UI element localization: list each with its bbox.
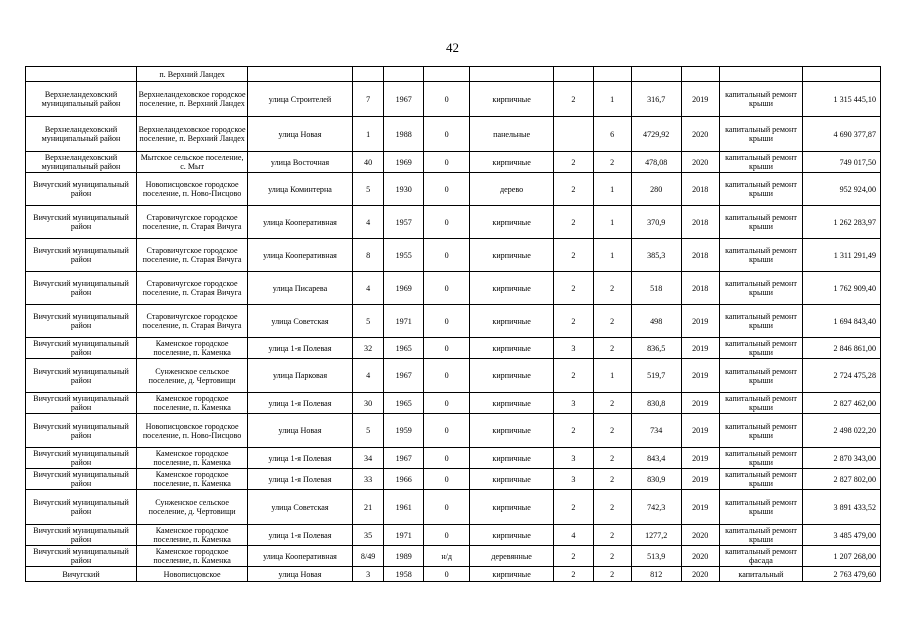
cell-house: 33 [352,469,383,490]
cell-year: 1989 [384,546,424,567]
cell-walls [470,67,554,82]
cell-district: Верхнеландеховский муниципальный район [26,82,137,117]
cell-plan-year: 2020 [681,567,719,582]
cell-entrances [554,67,594,82]
housing-repair-table [25,66,881,582]
cell-year: 1955 [384,239,424,272]
cell-area: 519,7 [631,359,681,393]
cell-settlement: Сунженское сельское поселение, д. Чертовищи [137,490,248,525]
cell-house: 40 [352,152,383,173]
cell-lifts: 1 [593,359,631,393]
cell-house: 1 [352,117,383,152]
cell-street: улица Писарева [248,272,353,305]
table-row [26,414,881,448]
cell-district: Верхнеландеховский муниципальный район [26,152,137,173]
cell-plan-year: 2020 [681,546,719,567]
table-row [26,67,881,82]
cell-floors: 0 [424,525,470,546]
cell-plan-year: 2019 [681,305,719,338]
cell-street: улица Строителей [248,82,353,117]
cell-year: 1967 [384,448,424,469]
cell-street: улица 1-я Полевая [248,448,353,469]
cell-lifts: 1 [593,173,631,206]
cell-area: 836,5 [631,338,681,359]
cell-lifts: 2 [593,546,631,567]
cell-district: Верхнеландеховский муниципальный район [26,117,137,152]
cell-district: Вичугский муниципальный район [26,448,137,469]
cell-district: Вичугский муниципальный район [26,359,137,393]
cell-cost: 1 311 291,49 [803,239,881,272]
cell-house: 21 [352,490,383,525]
cell-area: 370,9 [631,206,681,239]
cell-year: 1965 [384,393,424,414]
cell-work: капитальный ремонт крыши [719,359,803,393]
cell-lifts: 2 [593,272,631,305]
cell-walls: кирпичные [470,448,554,469]
table-row [26,359,881,393]
cell-entrances: 2 [554,239,594,272]
cell-house: 4 [352,359,383,393]
cell-cost: 2 498 022,20 [803,414,881,448]
cell-lifts: 2 [593,525,631,546]
cell-settlement: Старовичугское городское поселение, п. Старая Вичуга [137,272,248,305]
cell-work: капитальный ремонт крыши [719,338,803,359]
cell-walls: панельные [470,117,554,152]
cell-area: 513,9 [631,546,681,567]
cell-year: 1930 [384,173,424,206]
cell-house: 5 [352,305,383,338]
cell-entrances: 2 [554,546,594,567]
cell-lifts: 2 [593,393,631,414]
cell-year: 1988 [384,117,424,152]
cell-lifts: 2 [593,152,631,173]
cell-house: 8/49 [352,546,383,567]
cell-entrances: 2 [554,305,594,338]
cell-lifts: 1 [593,206,631,239]
cell-street: улица 1-я Полевая [248,469,353,490]
cell-work: капитальный ремонт крыши [719,117,803,152]
cell-entrances: 2 [554,272,594,305]
cell-year: 1965 [384,338,424,359]
cell-entrances: 2 [554,206,594,239]
cell-street: улица Кооперативная [248,546,353,567]
cell-street: улица Новая [248,117,353,152]
table-row [26,239,881,272]
cell-work: капитальный ремонт крыши [719,448,803,469]
cell-entrances: 4 [554,525,594,546]
cell-year: 1971 [384,525,424,546]
cell-lifts: 1 [593,239,631,272]
cell-walls: кирпичные [470,359,554,393]
cell-district: Вичугский муниципальный район [26,305,137,338]
cell-area: 478,08 [631,152,681,173]
cell-work: капитальный ремонт крыши [719,206,803,239]
cell-floors: 0 [424,469,470,490]
cell-year: 1958 [384,567,424,582]
cell-house: 34 [352,448,383,469]
cell-work: капитальный ремонт крыши [719,305,803,338]
cell-floors: 0 [424,393,470,414]
cell-area: 830,8 [631,393,681,414]
cell-house: 30 [352,393,383,414]
cell-house: 8 [352,239,383,272]
cell-entrances [554,117,594,152]
cell-settlement: Верхнеландеховское городское поселение, п. Верхний Ландех [137,82,248,117]
table-row [26,152,881,173]
cell-area [631,67,681,82]
cell-house: 5 [352,414,383,448]
table-row [26,567,881,582]
cell-plan-year: 2020 [681,525,719,546]
cell-year: 1966 [384,469,424,490]
cell-floors: 0 [424,272,470,305]
cell-work: капитальный [719,567,803,582]
cell-entrances: 3 [554,448,594,469]
cell-lifts [593,67,631,82]
cell-work: капитальный ремонт фасада [719,546,803,567]
page-number: 42 [446,40,459,55]
cell-settlement: Старовичугское городское поселение, п. Старая Вичуга [137,206,248,239]
cell-cost [803,67,881,82]
cell-year: 1961 [384,490,424,525]
table-row [26,546,881,567]
cell-work: капитальный ремонт крыши [719,414,803,448]
cell-walls: кирпичные [470,525,554,546]
cell-work: капитальный ремонт крыши [719,173,803,206]
cell-floors: 0 [424,490,470,525]
cell-area: 385,3 [631,239,681,272]
cell-cost: 749 017,50 [803,152,881,173]
cell-district: Вичугский муниципальный район [26,239,137,272]
cell-cost: 1 762 909,40 [803,272,881,305]
table-row [26,117,881,152]
cell-lifts: 2 [593,305,631,338]
cell-entrances: 3 [554,393,594,414]
cell-street: улица Восточная [248,152,353,173]
cell-floors: 0 [424,305,470,338]
cell-plan-year [681,67,719,82]
cell-street: улица Новая [248,567,353,582]
cell-plan-year: 2018 [681,272,719,305]
cell-cost: 2 763 479,60 [803,567,881,582]
table-row [26,305,881,338]
cell-house: 4 [352,272,383,305]
cell-district: Вичугский муниципальный район [26,206,137,239]
cell-walls: кирпичные [470,414,554,448]
cell-lifts: 2 [593,338,631,359]
cell-house: 3 [352,567,383,582]
cell-entrances: 2 [554,490,594,525]
cell-plan-year: 2020 [681,117,719,152]
cell-year [384,67,424,82]
cell-street: улица 1-я Полевая [248,338,353,359]
cell-plan-year: 2019 [681,393,719,414]
cell-settlement: Старовичугское городское поселение, п. Старая Вичуга [137,305,248,338]
cell-work: капитальный ремонт крыши [719,525,803,546]
cell-area: 843,4 [631,448,681,469]
cell-work: капитальный ремонт крыши [719,272,803,305]
cell-area: 734 [631,414,681,448]
cell-area: 812 [631,567,681,582]
table-row [26,490,881,525]
cell-walls: кирпичные [470,305,554,338]
cell-area: 830,9 [631,469,681,490]
cell-work: капитальный ремонт крыши [719,469,803,490]
cell-plan-year: 2018 [681,173,719,206]
cell-district: Вичугский муниципальный район [26,173,137,206]
cell-street: улица Кооперативная [248,206,353,239]
cell-district: Вичугский [26,567,137,582]
cell-settlement: Каменское городское поселение, п. Каменка [137,546,248,567]
cell-plan-year: 2019 [681,82,719,117]
cell-work: капитальный ремонт крыши [719,152,803,173]
cell-plan-year: 2019 [681,448,719,469]
cell-floors: 0 [424,448,470,469]
cell-cost: 1 262 283,97 [803,206,881,239]
cell-area: 742,3 [631,490,681,525]
cell-street: улица 1-я Полевая [248,393,353,414]
cell-settlement: Новописцовское городское поселение, п. Ново-Писцово [137,414,248,448]
cell-walls: кирпичные [470,272,554,305]
cell-entrances: 3 [554,469,594,490]
cell-cost: 2 827 462,00 [803,393,881,414]
table-body [26,67,881,582]
cell-year: 1967 [384,359,424,393]
cell-floors: 0 [424,338,470,359]
cell-lifts: 1 [593,82,631,117]
cell-plan-year: 2019 [681,414,719,448]
cell-walls: дерево [470,173,554,206]
cell-house: 5 [352,173,383,206]
cell-lifts: 2 [593,567,631,582]
table-row [26,469,881,490]
cell-floors: 0 [424,359,470,393]
table-row [26,448,881,469]
cell-work: капитальный ремонт крыши [719,393,803,414]
cell-walls: кирпичные [470,393,554,414]
cell-settlement: Каменское городское поселение, п. Каменка [137,448,248,469]
cell-lifts: 2 [593,448,631,469]
cell-district: Вичугский муниципальный район [26,393,137,414]
cell-cost: 2 846 861,00 [803,338,881,359]
cell-house [352,67,383,82]
cell-entrances: 2 [554,173,594,206]
cell-year: 1957 [384,206,424,239]
cell-work: капитальный ремонт крыши [719,239,803,272]
cell-cost: 1 207 268,00 [803,546,881,567]
cell-year: 1969 [384,152,424,173]
cell-entrances: 2 [554,359,594,393]
cell-settlement: Сунженское сельское поселение, д. Чертовищи [137,359,248,393]
cell-cost: 2 724 475,28 [803,359,881,393]
cell-floors: 0 [424,239,470,272]
table-row [26,393,881,414]
cell-area: 280 [631,173,681,206]
cell-entrances: 2 [554,414,594,448]
cell-area: 316,7 [631,82,681,117]
cell-street: улица Парковая [248,359,353,393]
cell-floors: 0 [424,152,470,173]
cell-district: Вичугский муниципальный район [26,414,137,448]
cell-settlement: Каменское городское поселение, п. Каменка [137,393,248,414]
cell-floors: 0 [424,82,470,117]
cell-district: Вичугский муниципальный район [26,272,137,305]
cell-settlement: Мытское сельское поселение, с. Мыт [137,152,248,173]
cell-walls: кирпичные [470,338,554,359]
table-row [26,272,881,305]
cell-house: 4 [352,206,383,239]
table-row [26,525,881,546]
cell-settlement: Новописцовское [137,567,248,582]
cell-year: 1971 [384,305,424,338]
cell-lifts: 2 [593,490,631,525]
cell-floors: 0 [424,206,470,239]
cell-area: 4729,92 [631,117,681,152]
cell-work [719,67,803,82]
cell-district [26,67,137,82]
cell-walls: деревянные [470,546,554,567]
cell-street: улица Новая [248,414,353,448]
cell-year: 1969 [384,272,424,305]
cell-lifts: 2 [593,469,631,490]
cell-work: капитальный ремонт крыши [719,490,803,525]
cell-house: 32 [352,338,383,359]
cell-walls: кирпичные [470,206,554,239]
cell-cost: 952 924,00 [803,173,881,206]
cell-cost: 2 827 802,00 [803,469,881,490]
cell-district: Вичугский муниципальный район [26,525,137,546]
cell-walls: кирпичные [470,152,554,173]
cell-plan-year: 2019 [681,359,719,393]
cell-entrances: 2 [554,152,594,173]
cell-district: Вичугский муниципальный район [26,469,137,490]
cell-floors [424,67,470,82]
cell-street: улица 1-я Полевая [248,525,353,546]
cell-cost: 3 485 479,00 [803,525,881,546]
cell-work: капитальный ремонт крыши [719,82,803,117]
cell-house: 7 [352,82,383,117]
cell-settlement: Каменское городское поселение, п. Каменка [137,338,248,359]
cell-settlement: Верхнеландеховское городское поселение, п. Верхний Ландех [137,117,248,152]
cell-cost: 2 870 343,00 [803,448,881,469]
cell-area: 498 [631,305,681,338]
cell-entrances: 2 [554,82,594,117]
cell-year: 1967 [384,82,424,117]
table-row [26,82,881,117]
cell-cost: 1 315 445,10 [803,82,881,117]
cell-street: улица Коминтерна [248,173,353,206]
cell-plan-year: 2019 [681,469,719,490]
cell-settlement: Каменское городское поселение, п. Каменка [137,525,248,546]
table-row [26,206,881,239]
cell-plan-year: 2020 [681,152,719,173]
cell-district: Вичугский муниципальный район [26,338,137,359]
cell-plan-year: 2018 [681,239,719,272]
cell-entrances: 3 [554,338,594,359]
cell-plan-year: 2019 [681,490,719,525]
cell-lifts: 6 [593,117,631,152]
cell-walls: кирпичные [470,469,554,490]
cell-house: 35 [352,525,383,546]
cell-year: 1959 [384,414,424,448]
cell-walls: кирпичные [470,239,554,272]
cell-floors: 0 [424,414,470,448]
cell-settlement: Новописцовское городское поселение, п. Ново-Писцово [137,173,248,206]
table-row [26,338,881,359]
cell-settlement: Старовичугское городское поселение, п. Старая Вичуга [137,239,248,272]
cell-plan-year: 2019 [681,338,719,359]
cell-lifts: 2 [593,414,631,448]
cell-floors: 0 [424,117,470,152]
table-row [26,173,881,206]
cell-plan-year: 2018 [681,206,719,239]
cell-street [248,67,353,82]
cell-entrances: 2 [554,567,594,582]
cell-floors: н/д [424,546,470,567]
cell-walls: кирпичные [470,82,554,117]
cell-district: Вичугский муниципальный район [26,546,137,567]
cell-area: 1277,2 [631,525,681,546]
cell-street: улица Кооперативная [248,239,353,272]
cell-cost: 4 690 377,87 [803,117,881,152]
cell-floors: 0 [424,173,470,206]
cell-settlement: Каменское городское поселение, п. Каменка [137,469,248,490]
cell-cost: 1 694 843,40 [803,305,881,338]
cell-area: 518 [631,272,681,305]
cell-street: улица Советская [248,490,353,525]
cell-cost: 3 891 433,52 [803,490,881,525]
cell-walls: кирпичные [470,567,554,582]
cell-floors: 0 [424,567,470,582]
cell-street: улица Советская [248,305,353,338]
cell-settlement: п. Верхний Ландех [137,67,248,82]
cell-walls: кирпичные [470,490,554,525]
cell-district: Вичугский муниципальный район [26,490,137,525]
